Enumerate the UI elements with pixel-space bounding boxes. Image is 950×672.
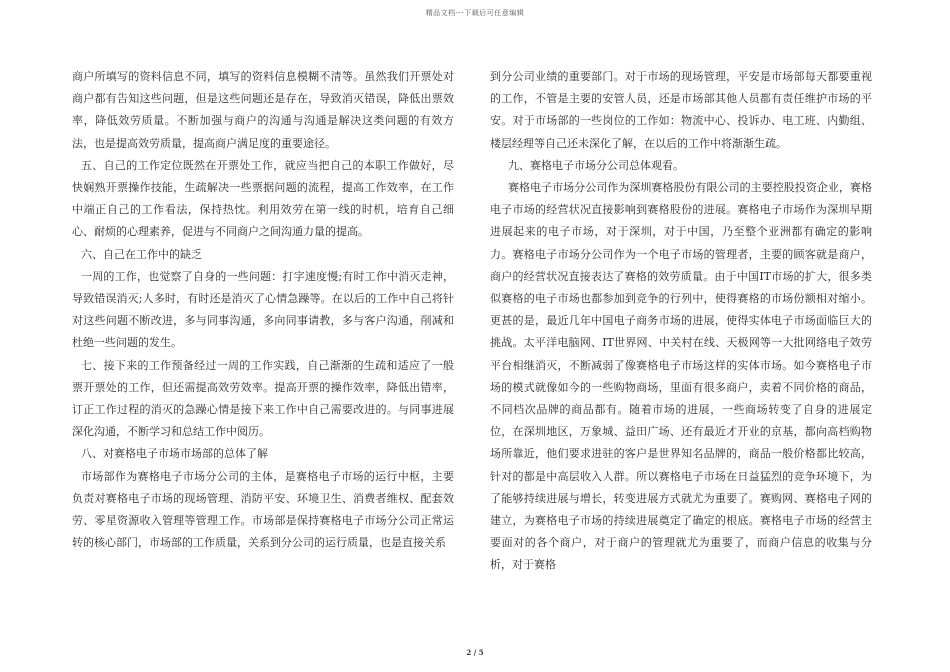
- paragraph: 五、自己的工作定位既然在开票处工作，就应当把自己的本职工作做好，尽快娴熟开票操作技能，生疏解决一些票据问题的流程，提高工作效率，在工作中端正自己的工作看法，保持热忱。利用效劳在第一线的时机，培育自己细心、耐烦的心理素养，促进与不同商户之间沟通力量的提高。: [72, 158, 454, 239]
- paragraph: 赛格电子市场分公司作为深圳赛格股份有限公司的主要控股投资企业，赛格电子市场的经营状况直接影响到赛格股份的进展。赛格电子市场作为深圳早期进展起来的电子市场，对于深圳，对于中国，乃至整个亚洲都有确定的影响力。赛格电子市场分公司作为一个电子市场的管理者，主要的顾客就是商户，商户的经营状况直接表达了赛格的效劳质量。由于中国IT市场的扩大，很多类似赛格的电子市场也都参加到竞争的行列中，使得赛格的市场份额相对缩小。更甚的是，最近几年中国电子商务市场的进展，使得实体电子市场面临巨大的挑战。太平洋电脑网、IT世界网、中关村在线、天极网等一大批网络电子效劳平台相继消灭，不断减弱了像赛格电子市场这样的实体市场。如今赛格电子市场的模式就像如今的一些购物商场，里面有很多商户，卖着不同价格的商品，不同档次品牌的商品都有。随着市场的进展，一些商场转变了自身的进展定位，在深圳地区，万象城、益田广场、还有最近才开业的京基，都向高档购物场所靠近，他们要求进驻的客户是世界知名品牌的，商品一般价格都比较高，针对的都是中高层收入人群。所以赛格电子市场在日益猛烈的竞争环境下，为了能够持续进展与增长，转变进展方式就尤为重要了。赛购网、赛格电子网的建立，为赛格电子市场的持续进展奠定了确定的根底。赛格电子市场的经营主要面对的各个商户，对于商户的管理就尤为重要了，而商户信息的收集与分析，对于赛格: [490, 181, 872, 572]
- section-heading: 六、自己在工作中的缺乏: [81, 247, 202, 261]
- section-heading: 九、赛格电子市场分公司总体观看。: [508, 158, 684, 172]
- paragraph: 市场部作为赛格电子市场分公司的主体，是赛格电子市场的运行中枢，主要负责对赛格电子市场的现场管理、消防平安、环境卫生、消费者维权、配套效劳、零星资源收入管理等管理工作。市场部是保持赛格电子市场分公司正常运转的核心部门，市场部的工作质量，关系到分公司的运行质量，也是直接关系: [72, 469, 454, 550]
- left-column: [72, 66, 454, 554]
- page-number: 2 / 5: [466, 648, 484, 657]
- paragraph: 商户所填写的资料信息不同，填写的资料信息模糊不清等。虽然我们开票处对商户都有告知这些问题，但是这些问题还是存在，导致消灭错误，降低出票效率，降低效劳质量。不断加强与商户的沟通与沟通是解决这类问题的有效方法，也是提高效劳质量，提高商户满足度的重要途径。: [72, 70, 454, 150]
- paragraph: 一周的工作，也觉察了自身的一些问题：打字速度慢;有时工作中消灭走神，导致错误消灭;人多时，有时还是消灭了心情急躁等。在以后的工作中自己将针对这些问题不断改进，多与同事沟通，多向同事请教，多与客户沟通，削减和杜绝一些问题的发生。: [72, 269, 454, 350]
- right-column: [490, 66, 872, 577]
- paragraph: 七、接下来的工作预备经过一周的工作实践，自己渐渐的生疏和适应了一般票开票处的工作，但还需提高效劳效率。提高开票的操作效率，降低出错率，订正工作过程的消灭的急躁心情是接下来工作中自己需要改进的。与同事进展深化沟通，不断学习和总结工作中阅历。: [72, 358, 454, 439]
- section-heading: 八、对赛格电子市场市场部的总体了解: [81, 447, 268, 461]
- page-header: 精品文档---下载后可任意编辑: [425, 9, 525, 17]
- paragraph: 到分公司业绩的重要部门。对于市场的现场管理，平安是市场部每天都要重视的工作，不管是主要的安管人员，还是市场部其他人员都有责任维护市场的平安。对于市场部的一些岗位的工作如：物流中心、投诉办、电工班、内勤组、楼层经理等自己还未深化了解，在以后的工作中将渐渐生疏。: [490, 70, 872, 150]
